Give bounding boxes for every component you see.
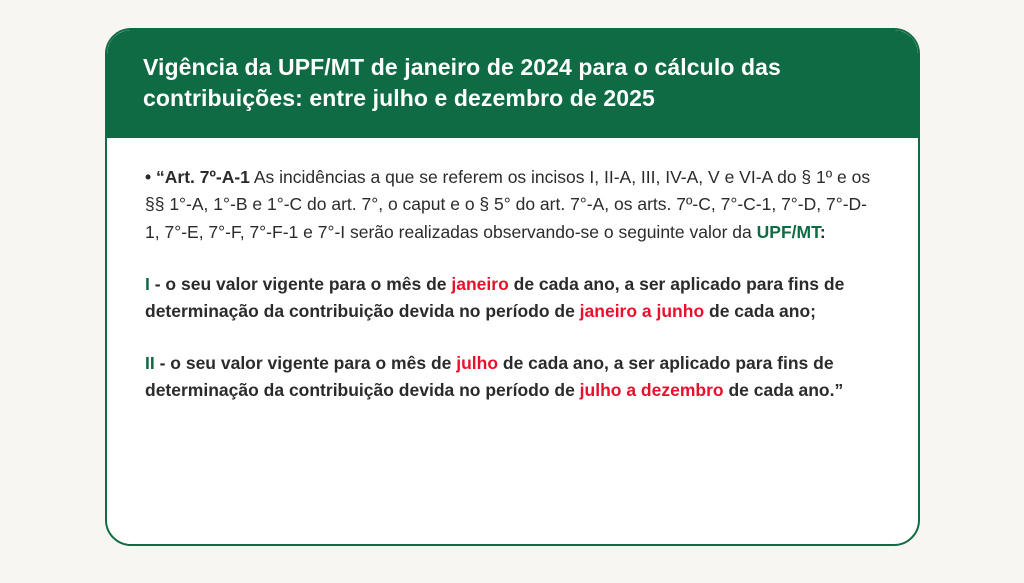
page-title: Vigência da UPF/MT de janeiro de 2024 para o cálculo das contribuições: entre julho e dezembro de 2025 bbox=[143, 54, 781, 111]
item-i-text-part-1: - o seu valor vigente para o mês de bbox=[149, 273, 452, 294]
item-i-roman: I bbox=[145, 273, 150, 294]
item-ii-text-part-3: de cada ano.” bbox=[723, 380, 844, 401]
upf-mt-highlight: UPF/MT bbox=[756, 221, 820, 242]
article-label: Art. 7º-A-1 bbox=[164, 166, 250, 187]
item-ii-highlight-julho-dezembro: julho a dezembro bbox=[579, 380, 724, 401]
item-i-text-part-3: de cada ano; bbox=[704, 301, 816, 322]
article-text-part-1: As incidências a que se referem os incisos I, II-A, III, IV-A, V e VI-A do § 1º e os §§ 1°-A, 1°-B e 1°-C do art. 7°, o caput e o § 5° do art. 7°-A, os arts. 7º-C, 7°-C-1, 7°-D, 7°-D-1, 7°-E, 7°-F, 7°-F-1 e 7°-I serão realizadas observando-se o seguinte valor da bbox=[145, 166, 871, 242]
paragraph-item-ii bbox=[145, 350, 880, 405]
item-ii-roman: II bbox=[145, 352, 155, 373]
item-ii-highlight-julho: julho bbox=[456, 352, 499, 373]
info-card bbox=[105, 28, 920, 546]
article-text-part-2: : bbox=[819, 221, 826, 242]
card-header bbox=[107, 30, 918, 138]
item-i-highlight-janeiro: janeiro bbox=[451, 273, 509, 294]
item-ii-text-part-1: - o seu valor vigente para o mês de bbox=[154, 352, 457, 373]
card-body bbox=[107, 138, 918, 425]
paragraph-article bbox=[145, 164, 880, 247]
item-ii-text-part-2: de cada ano, a ser aplicado para fins de determinação da contribuição devida no período de bbox=[145, 352, 834, 401]
paragraph-item-i bbox=[145, 271, 880, 326]
quote-open-mark: “ bbox=[156, 166, 165, 187]
item-i-highlight-janeiro-junho: janeiro a junho bbox=[579, 301, 705, 322]
bullet-marker: • bbox=[145, 166, 152, 187]
item-i-text-part-2: de cada ano, a ser aplicado para fins de determinação da contribuição devida no período de bbox=[145, 273, 845, 322]
